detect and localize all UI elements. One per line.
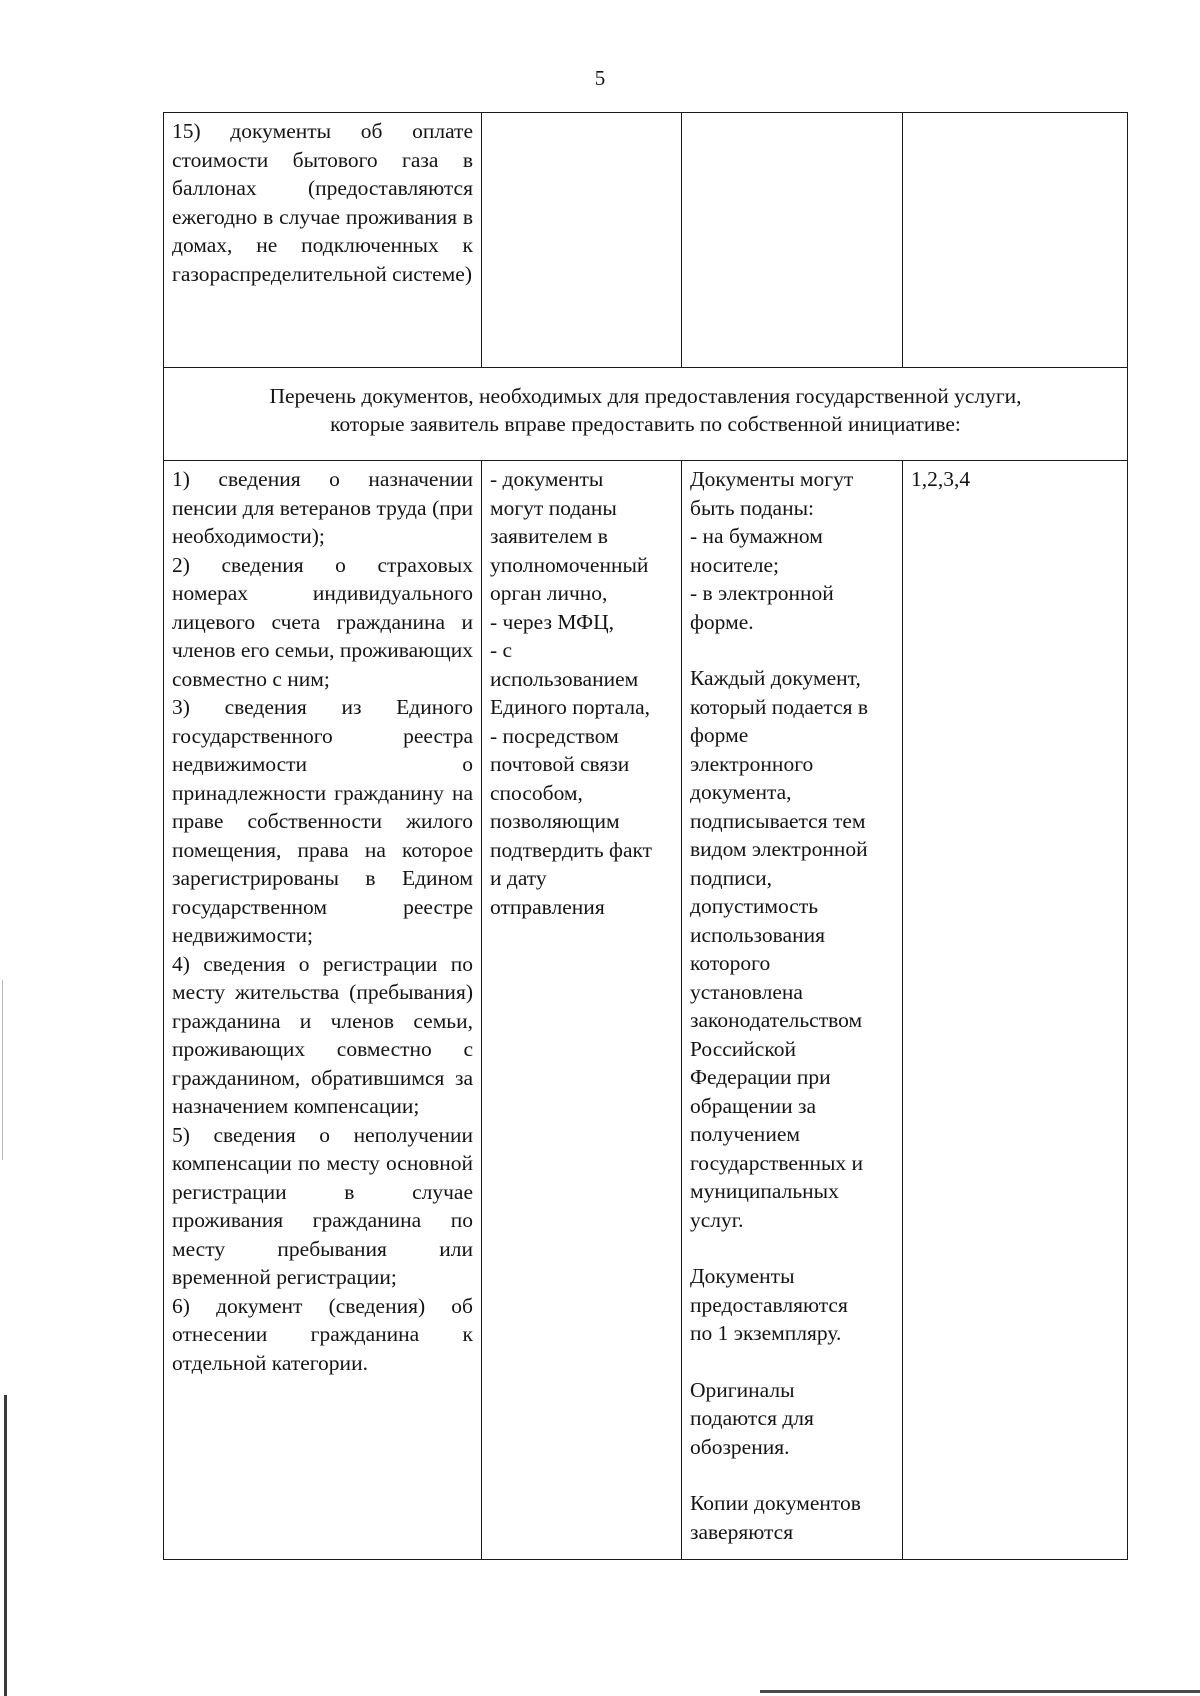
section-header-text: Перечень документов, необходимых для предоставления государственной услуги, которые заявитель вправе предоставить по собственной инициативе: xyxy=(269,384,1022,436)
submission-method-cell xyxy=(482,461,682,1560)
list-item: 4) сведения о регистрации по месту жительства (пребывания) гражданина и членов семьи, проживающих совместно с гражданином, обратившимся за назначением компенсации; xyxy=(172,951,473,1118)
document-list-cell xyxy=(164,461,482,1560)
requirements-cell xyxy=(682,113,903,368)
submission-method-text: - документы могут поданы заявителем в уполномоченный орган лично, - через МФЦ, - с использованием Единого портала, - посредством почтовой связи способом, позволяющим подтвердить факт и дату отправления xyxy=(490,467,653,919)
requirements-cell xyxy=(682,461,903,1560)
category-cell xyxy=(903,113,1128,368)
requirements-paragraph: Каждый документ, который подается в форме электронного документа, подписывается тем видом электронной подписи, допустимость использования которого установлена законодательством Российской Федерации при обращении за получением государственных и муниципальных услуг. xyxy=(690,666,869,1232)
page-number: 5 xyxy=(594,66,606,90)
table-row xyxy=(164,461,1128,1560)
list-item: 5) сведения о неполучении компенсации по месту основной регистрации в случае проживания гражданина по месту пребывания или временной регистрации; xyxy=(172,1122,473,1289)
scan-edge-line xyxy=(4,1395,7,1696)
scan-edge-mark xyxy=(2,980,3,1160)
section-header xyxy=(164,368,1128,461)
scan-bottom-line xyxy=(760,1690,1200,1693)
submission-method-cell xyxy=(482,113,682,368)
section-header-row xyxy=(164,368,1128,461)
requirements-paragraph: Документы предоставляются по 1 экземпляру. xyxy=(690,1264,848,1345)
list-item: 1) сведения о назначении пенсии для ветеранов труда (при необходимости); xyxy=(172,467,473,548)
requirements-paragraph: Оригиналы подаются для обозрения. xyxy=(690,1377,814,1459)
list-item: 2) сведения о страховых номерах индивидуального лицевого счета гражданина и членов его семьи, проживающих совместно с ним; xyxy=(172,552,473,691)
list-item: 6) документ (сведения) об отнесении гражданина к отдельной категории. xyxy=(172,1293,473,1375)
list-item: 3) сведения из Единого государственного реестра недвижимости о принадлежности гражданину на праве собственности жилого помещения, права на которое зарегистрированы в Едином государственном реестре недвижимости; xyxy=(172,695,473,947)
documents-table xyxy=(163,112,1128,1560)
document-name-cell: 15) документы об оплате стоимости бытового газа в баллонах (предоставляются ежегодно в случае проживания в домах, не подключенных к газораспределительной системе) xyxy=(164,113,482,368)
requirements-paragraph: Копии документов заверяются xyxy=(690,1491,861,1544)
requirements-paragraph: Документы могут быть поданы: - на бумажном носителе; - в электронной форме. xyxy=(690,467,854,634)
category-cell: 1,2,3,4 xyxy=(903,461,1128,1560)
table-row xyxy=(164,113,1128,368)
